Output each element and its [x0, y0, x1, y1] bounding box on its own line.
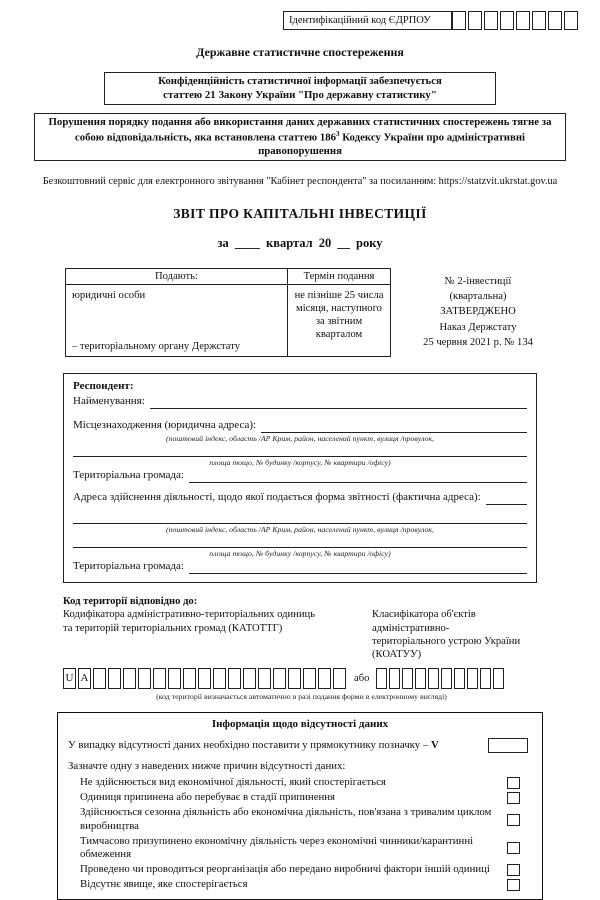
- edrpou-label-box: [283, 11, 452, 30]
- reason-label: Тимчасово призупинено економічну діяльність через економічні чинники/карантинні обмеження: [80, 834, 474, 861]
- confidentiality-box: [104, 72, 496, 105]
- code-cell[interactable]: [243, 668, 256, 689]
- reason-label: Не здійснюється вид економічної діяльності, який спостерігається: [80, 776, 386, 789]
- reason-checkbox[interactable]: [507, 879, 520, 891]
- community2-field-row: [73, 560, 527, 574]
- katottg-label: Кодифікатора адміністративно-територіальних одиниць та територій територіальних громад (КАТОТТГ): [63, 609, 315, 634]
- approval-line: 25 червня 2021 р. № 134: [423, 336, 533, 348]
- observation-heading: Державне статистичне спостереження: [196, 45, 404, 60]
- violation-superscript: 3: [336, 129, 340, 138]
- code-cell[interactable]: [480, 668, 491, 689]
- name-field-row: [73, 395, 527, 409]
- katottg-code-cells: [63, 668, 346, 689]
- code-cell[interactable]: [376, 668, 387, 689]
- code-cell[interactable]: [516, 11, 530, 30]
- legal-address-input-line2[interactable]: [73, 444, 527, 457]
- code-cell[interactable]: [493, 668, 504, 689]
- code-cell[interactable]: [441, 668, 452, 689]
- legal-address-field-row: [73, 419, 527, 433]
- community2-input-line[interactable]: [189, 562, 527, 574]
- code-cell[interactable]: [138, 668, 151, 689]
- code-cell[interactable]: [532, 11, 546, 30]
- code-cell[interactable]: [258, 668, 271, 689]
- code-cell[interactable]: [108, 668, 121, 689]
- approval-line: Наказ Держстату: [439, 321, 517, 333]
- address2-caption-bottom: площа тощо, № будинку /корпусу, № квартири /офісу): [209, 548, 391, 558]
- code-cell[interactable]: [273, 668, 286, 689]
- respondent-heading: Респондент:: [73, 379, 134, 392]
- actual-address-label: Адреса здійснення діяльності, щодо якої подається форма звітності (фактична адреса):: [73, 491, 481, 504]
- code-cell[interactable]: [548, 11, 562, 30]
- reason-label: Одиниця припинена або перебуває в стадії припинення: [80, 791, 336, 804]
- report-title: ЗВІТ ПРО КАПІТАЛЬНІ ІНВЕСТИЦІЇ: [173, 206, 427, 221]
- code-cell[interactable]: [168, 668, 181, 689]
- territory-caption: (код території визначається автоматично в разі подання форми в електронному вигляді): [156, 692, 447, 702]
- code-cell[interactable]: [318, 668, 331, 689]
- code-cell[interactable]: [228, 668, 241, 689]
- code-cell[interactable]: [333, 668, 346, 689]
- or-label: або: [354, 673, 370, 685]
- approval-line: № 2-інвестиції: [444, 275, 512, 287]
- koatuu-code-cells: [376, 668, 504, 689]
- e-reporting-service-line: Безкоштовний сервіс для електронного звітування "Кабінет респондента" за посиланням: https://statzvit.ukrstat.gov.ua: [42, 176, 558, 188]
- reason-checkbox[interactable]: [507, 864, 520, 876]
- reason-row: [80, 806, 532, 833]
- code-cell[interactable]: [183, 668, 196, 689]
- reasons-list: [68, 776, 532, 891]
- reason-row: [80, 878, 532, 891]
- confidentiality-line1: Конфіденційність статистичної інформації забезпечується: [158, 75, 442, 88]
- koatuu-label: Класифікатора об'єктів адміністративно- територіального устрою України (КОАТУУ): [372, 609, 521, 661]
- reason-label: Проведено чи проводиться реорганізація або передано виробничі фактори іншій одиниці: [80, 863, 490, 876]
- code-cell[interactable]: [389, 668, 400, 689]
- report-period: за ____ квартал 20 __ року: [217, 235, 383, 250]
- code-cell[interactable]: [198, 668, 211, 689]
- submission-section: [65, 268, 565, 357]
- code-cell[interactable]: [153, 668, 166, 689]
- actual-address-input-line2[interactable]: [73, 511, 527, 524]
- code-cell[interactable]: [500, 11, 514, 30]
- code-cell[interactable]: [288, 668, 301, 689]
- address-caption-bottom: площа тощо, № будинку /корпусу, № квартири /офісу): [209, 457, 391, 467]
- approval-line: ЗАТВЕРДЖЕНО: [440, 306, 516, 318]
- reason-label: Відсутнє явище, яке спостерігається: [80, 878, 248, 891]
- no-data-instruction: У випадку відсутності даних необхідно поставити у прямокутнику позначку – V: [68, 738, 439, 751]
- territory-code-section: [63, 595, 540, 702]
- no-data-heading: Інформація щодо відсутності даних: [211, 718, 389, 731]
- territory-heading: Код території відповідно до:: [63, 596, 198, 608]
- name-label: Найменування:: [73, 395, 145, 408]
- community2-label: Територіальна громада:: [73, 560, 184, 573]
- reason-checkbox[interactable]: [507, 792, 520, 804]
- select-reason-label: Зазначте одну з наведених нижче причин відсутності даних:: [68, 759, 346, 772]
- code-cell[interactable]: [564, 11, 578, 30]
- code-cell[interactable]: [402, 668, 413, 689]
- code-cell[interactable]: [467, 668, 478, 689]
- community-field-row: [73, 469, 527, 483]
- code-cell[interactable]: [428, 668, 439, 689]
- territory-labels: [63, 608, 540, 661]
- statistical-form-page: [0, 11, 600, 891]
- reason-checkbox[interactable]: [507, 777, 520, 789]
- submission-table: [65, 268, 391, 357]
- code-cell[interactable]: [484, 11, 498, 30]
- code-cell[interactable]: [454, 668, 465, 689]
- deadline-header: Термін подання: [288, 268, 391, 284]
- submitters-cell: [66, 284, 288, 356]
- actual-address-field-row: [73, 491, 527, 505]
- reason-row: [80, 791, 532, 804]
- code-cell[interactable]: A: [78, 668, 91, 689]
- no-data-instruction-row: [68, 738, 532, 753]
- name-input-line[interactable]: [150, 397, 527, 409]
- v-mark: V: [430, 738, 439, 751]
- edrpou-label: Ідентифікаційний код ЄДРПОУ: [289, 15, 431, 26]
- community-input-line[interactable]: [189, 471, 527, 483]
- reason-row: [80, 776, 532, 789]
- submitters-bottom: – територіальному органу Держстату: [72, 340, 241, 352]
- territory-cells-row: [63, 668, 540, 689]
- edrpou-code-cells: [452, 11, 578, 30]
- code-cell[interactable]: [93, 668, 106, 689]
- code-cell[interactable]: [415, 668, 426, 689]
- violation-text-after: Кодексу України про адміністративні правопорушення: [258, 131, 526, 157]
- code-cell[interactable]: [468, 11, 482, 30]
- address2-caption-top: (поштовий індекс, область /АР Крим, район, населений пункт, вулиця /провулок,: [166, 524, 434, 534]
- code-cell[interactable]: [303, 668, 316, 689]
- reason-row: [80, 863, 532, 876]
- no-data-mark-box[interactable]: [488, 738, 528, 753]
- address-caption-top: (поштовий індекс, область /АР Крим, район, населений пункт, вулиця /провулок,: [166, 433, 434, 443]
- community-label: Територіальна громада:: [73, 469, 184, 482]
- submitters-top: юридичні особи: [72, 289, 146, 301]
- respondent-box: [63, 373, 537, 583]
- confidentiality-line2: статтею 21 Закону України "Про державну статистику": [163, 88, 437, 101]
- reason-label: Здійснюється сезонна діяльність або економічна діяльність, пов'язана з тривалим циклом виробництва: [80, 806, 492, 832]
- reason-checkbox[interactable]: [507, 814, 520, 826]
- no-data-box: [57, 712, 543, 900]
- actual-address-input-line3[interactable]: [73, 535, 527, 548]
- deadline-cell: не пізніше 25 числа місяця, наступного за звітним кварталом: [288, 284, 391, 356]
- legal-address-input-line[interactable]: [261, 421, 527, 433]
- reason-checkbox[interactable]: [507, 842, 520, 854]
- code-cell[interactable]: [123, 668, 136, 689]
- code-cell[interactable]: [452, 11, 466, 30]
- approval-block: [391, 268, 565, 357]
- reason-row: [80, 835, 532, 862]
- legal-address-label: Місцезнаходження (юридична адреса):: [73, 419, 257, 432]
- violation-box: [34, 113, 566, 161]
- submitters-header: Подають:: [66, 268, 288, 284]
- edrpou-row: [283, 11, 578, 30]
- approval-line: (квартальна): [449, 290, 507, 302]
- code-cell[interactable]: [213, 668, 226, 689]
- code-cell[interactable]: U: [63, 668, 76, 689]
- actual-address-input-line[interactable]: [486, 493, 527, 505]
- violation-text: Порушення порядку подання або використання даних державних статистичних спостережень тягне за собою відповідальність, яка встановлена статтею 186: [48, 116, 552, 144]
